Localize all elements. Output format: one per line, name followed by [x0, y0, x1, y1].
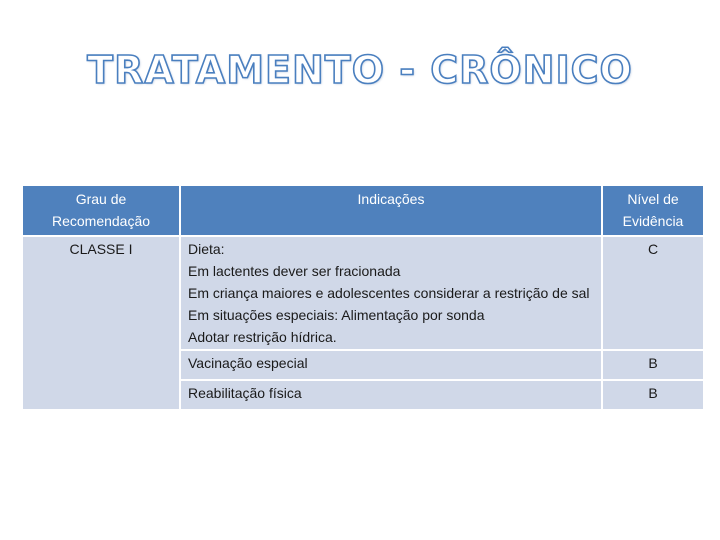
header-indications: Indicações	[180, 186, 602, 236]
indication-line: Adotar restrição hídrica.	[188, 329, 337, 345]
table-header-row	[23, 186, 703, 236]
page-title: TRATAMENTO - CRÔNICO	[87, 48, 633, 92]
header-grade-line-1: Grau de	[75, 191, 127, 207]
header-level-line-2: Evidência	[622, 213, 684, 229]
header-level-line-1: Nível de	[627, 191, 679, 207]
indication-line: Em criança maiores e adolescentes considerar a restrição de sal	[188, 285, 590, 301]
indication-cell: Vacinação especial	[180, 350, 602, 380]
table-row	[23, 236, 703, 350]
level-cell: B	[602, 380, 703, 409]
recommendation-table	[23, 186, 703, 409]
indication-line: Em situações especiais: Alimentação por sonda	[188, 307, 485, 323]
grade-cell: CLASSE I	[23, 236, 180, 409]
header-grade-line-2: Recomendação	[51, 213, 151, 229]
header-grade	[23, 186, 180, 236]
indication-line: Em lactentes dever ser fracionada	[188, 263, 401, 279]
header-level	[602, 186, 703, 236]
indication-cell	[180, 236, 602, 350]
level-cell: B	[602, 350, 703, 380]
level-cell: C	[602, 236, 703, 350]
indication-cell: Reabilitação física	[180, 380, 602, 409]
indication-line: Dieta:	[188, 241, 225, 257]
